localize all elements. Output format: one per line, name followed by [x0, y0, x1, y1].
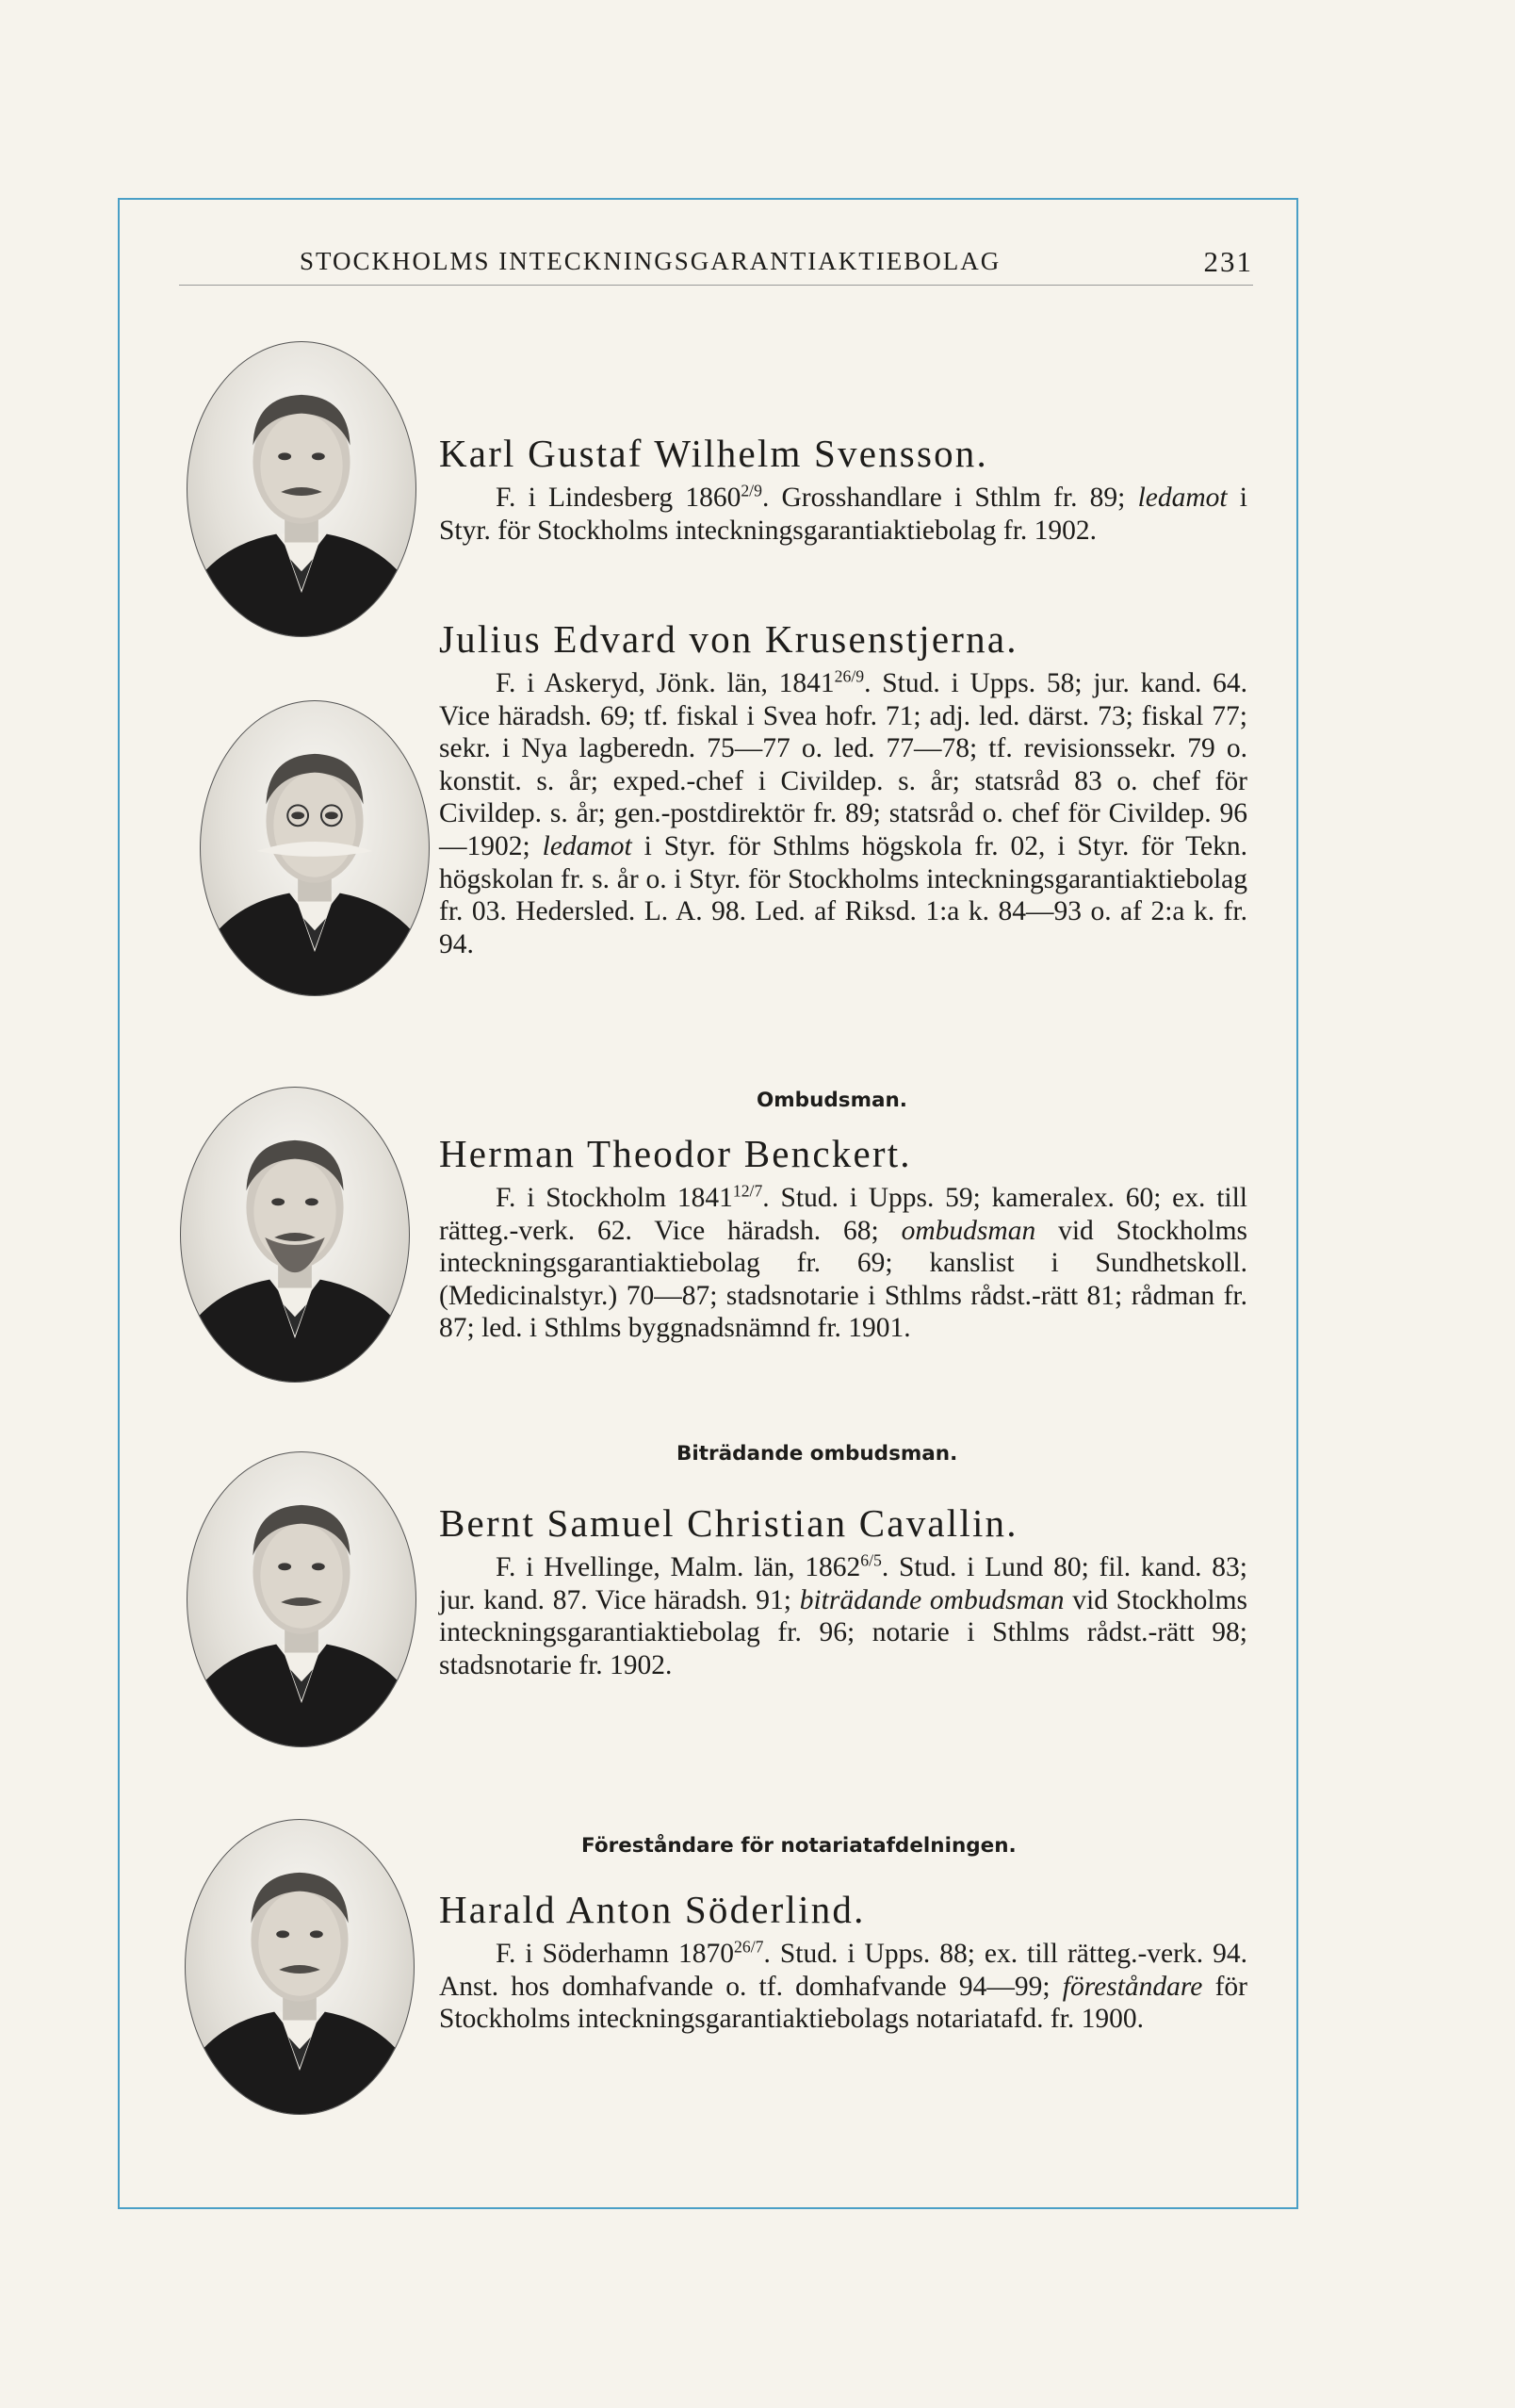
- portrait-cavallin: [187, 1451, 416, 1747]
- portrait-svensson: [187, 341, 416, 637]
- header-title: STOCKHOLMS INTECKNINGSGARANTIAKTIEBOLAG: [300, 247, 1002, 275]
- person-bio: F. i Söderhamn $1870^{26/7}$. Stud. i Upps. 88; ex. till rätteg.-verk. 94. Anst. hos domhafvande o. tf. domhafvande 94—99; föreståndare för Stockholms inteckningsgarantiaktiebolags notariatafd. fr. 1900.: [439, 1937, 1247, 2035]
- person-bio: F. i Askeryd, Jönk. län, $1841^{26/9}$. Stud. i Upps. 58; jur. kand. 64. Vice häradsh. 69; tf. fiskal i Svea hofr. 71; adj. led. därst. 73; fiskal 77; sekr. i Nya lagberedn. 75—77 o. led. 77—78; tf. revisionssekr. 79 o. konstit. s. år; exped.-chef i Civildep. s. år; statsråd 83 o. chef för Civildep. s. år; gen.-postdirektör fr. 89; statsråd o. chef för Civildep. 96—1902; ledamot i Styr. för Sthlms högskola fr. 02, i Styr. för Tekn. högskolan fr. s. år o. i Styr. för Stockholms inteckningsgarantiaktiebolag fr. 03. Hedersled. L. A. 98. Led. af Riksd. 1:a k. 84—93 o. af 2:a k. fr. 94.: [439, 666, 1247, 959]
- entry-benckert: [439, 1129, 1247, 1345]
- role-heading: Ombudsman.: [757, 1089, 907, 1112]
- entry-soderlind: [439, 1885, 1247, 2036]
- person-name: Bernt Samuel Christian Cavallin.: [439, 1501, 1018, 1545]
- role-heading: Föreståndare för notariatafdelningen.: [581, 1834, 1017, 1858]
- role-heading: Biträdande ombudsman.: [676, 1442, 958, 1466]
- entry-svensson: [439, 429, 1247, 547]
- portrait-soderlind: [185, 1819, 415, 2115]
- person-name: Harald Anton Söderlind.: [439, 1888, 866, 1931]
- person-bio: F. i Hvellinge, Malm. län, $1862^{6/5}$. Stud. i Lund 80; fil. kand. 83; jur. kand. 87. Vice häradsh. 91; biträdande ombudsman vid Stockholms inteckningsgarantiaktiebolag fr. 96; notarie i Sthlms rådst.-rätt 98; stadsnotarie fr. 1902.: [439, 1550, 1247, 1680]
- person-bio: F. i Lindesberg $1860^{2/9}$. Grosshandlare i Sthlm fr. 89; ledamot i Styr. för Stockholms inteckningsgarantiaktiebolag fr. 1902.: [439, 481, 1247, 546]
- entry-krusenstjerna: [439, 614, 1247, 960]
- page-number: 231: [1203, 245, 1253, 278]
- person-name: Karl Gustaf Wilhelm Svensson.: [439, 432, 988, 475]
- entry-cavallin: [439, 1499, 1247, 1681]
- person-bio: F. i Stockholm $1841^{12/7}$. Stud. i Upps. 59; kameralex. 60; ex. till rätteg.-verk. 62. Vice häradsh. 68; ombudsman vid Stockholms inteckningsgarantiaktiebolag fr. 69; kanslist i Sundhetskoll. (Medicinalstyr.) 70—87; stadsnotarie i Sthlms rådst.-rätt 81; rådman fr. 87; led. i Sthlms byggnadsnämnd fr. 1901.: [439, 1181, 1247, 1344]
- person-name: Herman Theodor Benckert.: [439, 1132, 912, 1175]
- portrait-benckert: [180, 1087, 410, 1383]
- running-header: [179, 247, 1253, 286]
- person-name: Julius Edvard von Krusenstjerna.: [439, 617, 1018, 661]
- portrait-krusenstjerna: [200, 700, 430, 996]
